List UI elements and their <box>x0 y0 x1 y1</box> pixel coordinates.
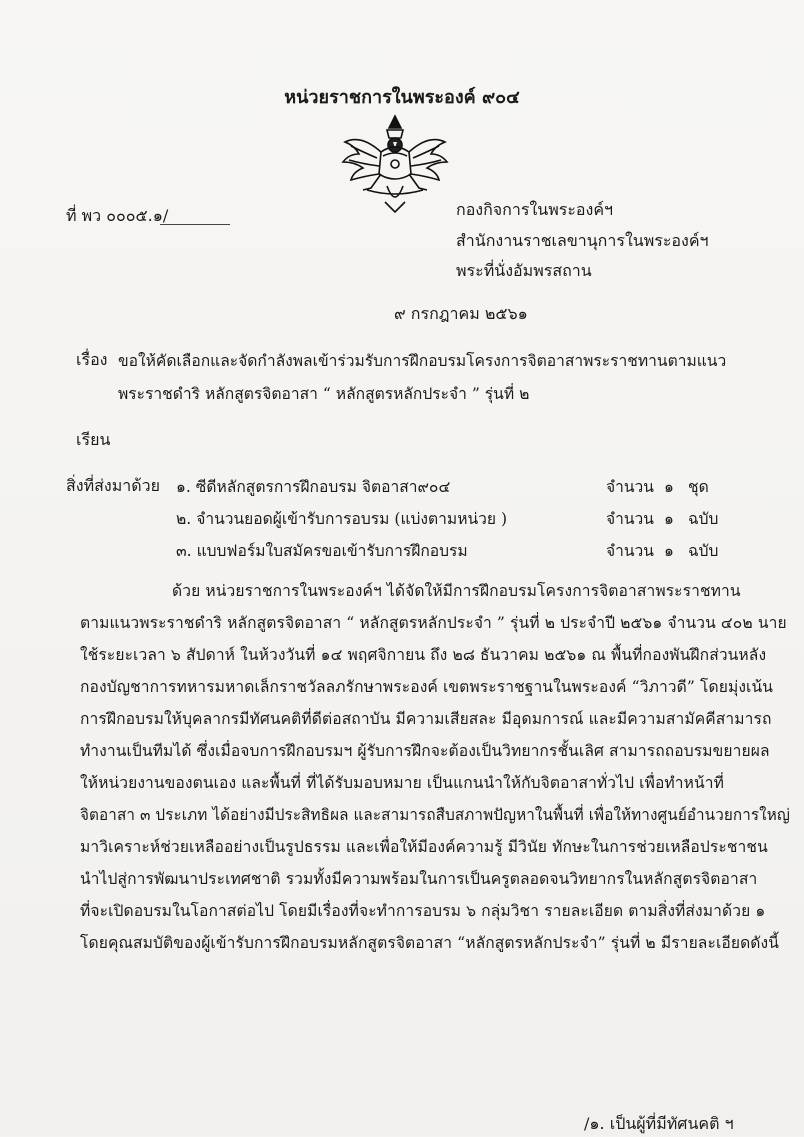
attachment-qty: ๑ <box>664 542 674 560</box>
attachment-qty: ๑ <box>664 510 674 528</box>
attachment-qty-label: จำนวน <box>606 510 654 528</box>
attachment-text: ๑. ซีดีหลักสูตรการฝึกอบรม จิตอาสา๙๐๔ <box>176 478 451 496</box>
body-line: โดยคุณสมบัติของผู้เข้ารับการฝึกอบรมหลักสูตรจิตอาสา “หลักสูตรหลักประจำ” รุ่นที่ ๒ มีรายละเอียดดังนี้ <box>80 934 779 952</box>
attachment-unit: ฉบับ <box>688 542 719 560</box>
body-line: ทำงานเป็นทีมได้ ซึ่งเมื่อจบการฝึกอบรมฯ ผู้รับการฝึกจะต้องเป็นวิทยากรชั้นเลิศ สามารถถอบรมขยายผล <box>80 742 770 760</box>
body-line: ใช้ระยะเวลา ๖ สัปดาห์ ในห้วงวันที่ ๑๔ พฤศจิกายน ถึง ๒๘ ธันวาคม ๒๕๖๑ ณ พื้นที่กองพันฝึกส่วนหลัง <box>80 646 767 664</box>
body-line: นำไปสู่การพัฒนาประเทศชาติ รวมทั้งมีความพร้อมในการเป็นครูตลอดจนวิทยากรในหลักสูตรจิตอาสา <box>80 870 758 888</box>
attachment-qty: ๑ <box>664 478 674 496</box>
attachments-label: สิ่งที่ส่งมาด้วย <box>66 476 160 495</box>
attachment-unit: ชุด <box>688 478 709 496</box>
body-line: กองบัญชาการทหารมหาดเล็กราชวัลลภรักษาพระองค์ เขตพระราชฐานในพระองค์ “วิภาวดี” โดยมุ่งเน้น <box>80 678 774 696</box>
attachment-unit: ฉบับ <box>688 510 719 528</box>
attachment-text: ๒. จำนวนยอดผู้เข้ารับการอบรม (แบ่งตามหน่วย ) <box>176 510 508 528</box>
subject-line-2: พระราชดำริ หลักสูตรจิตอาสา “ หลักสูตรหลักประจำ ” รุ่นที่ ๒ <box>118 385 530 403</box>
sender-line-3: พระที่นั่งอัมพรสถาน <box>456 261 592 280</box>
salutation: เรียน <box>76 430 111 449</box>
sender-line-1: กองกิจการในพระองค์ฯ <box>456 200 614 219</box>
sender-line-2: สำนักงานราชเลขานุการในพระองค์ฯ <box>456 231 709 250</box>
attachment-qty-label: จำนวน <box>606 542 654 560</box>
body-line: ตามแนวพระราชดำริ หลักสูตรจิตอาสา “ หลักสูตรหลักประจำ ” รุ่นที่ ๒ ประจำปี ๒๕๖๑ จำนวน ๔๐๒ นาย <box>80 614 787 632</box>
attachment-text: ๓. แบบฟอร์มใบสมัครขอเข้ารับการฝึกอบรม <box>176 542 468 560</box>
document-number-underline <box>160 224 230 225</box>
body-line: ด้วย หน่วยราชการในพระองค์ฯ ได้จัดให้มีการฝึกอบรมโครงการจิตอาสาพระราชทาน <box>172 582 741 600</box>
body-line: มาวิเคราะห์ช่วยเหลืออย่างเป็นรูปธรรม และเพื่อให้มีองค์ความรู้ มีวินัย ทักษะในการช่วยเหลือประชาชน <box>80 838 768 856</box>
garuda-emblem-icon <box>337 112 453 216</box>
body-line: ที่จะเปิดอบรมในโอกาสต่อไป โดยมีเรื่องที่จะทำการอบรม ๖ กลุ่มวิชา รายละเอียด ตามสิ่งที่ส่งมาด้วย ๑ <box>80 902 766 920</box>
body-line: จิตอาสา ๓ ประเภท ได้อย่างมีประสิทธิผล และสามารถสืบสภาพปัญหาในพื้นที่ เพื่อให้ทางศูนย์อำนวยการใหญ่ <box>80 806 790 824</box>
document-date: ๙ กรกฎาคม ๒๕๖๑ <box>394 304 528 323</box>
subject-line-1: ขอให้คัดเลือกและจัดกำลังพลเข้าร่วมรับการฝึกอบรมโครงการจิตอาสาพระราชทานตามแนว <box>118 352 727 370</box>
attachment-qty-label: จำนวน <box>606 478 654 496</box>
subject-label: เรื่อง <box>76 350 108 369</box>
body-line: การฝึกอบรมให้บุคลากรมีทัศนคติที่ดีต่อสถาบัน มีความเสียสละ มีอุดมการณ์ และมีความสามัคคีสามารถ <box>80 710 772 728</box>
document-number: ที่ พว ๐๐๐๕.๑/ <box>66 206 169 225</box>
agency-title: หน่วยราชการในพระองค์ ๙๐๔ <box>284 87 520 108</box>
continuation-note: /๑. เป็นผู้ที่มีทัศนคติ ฯ <box>584 1114 734 1133</box>
body-line: ให้หน่วยงานของตนเอง และพื้นที่ ที่ได้รับมอบหมาย เป็นแกนนำให้กับจิตอาสาทั่วไป เพื่อทำหน้าที่ <box>80 774 724 792</box>
